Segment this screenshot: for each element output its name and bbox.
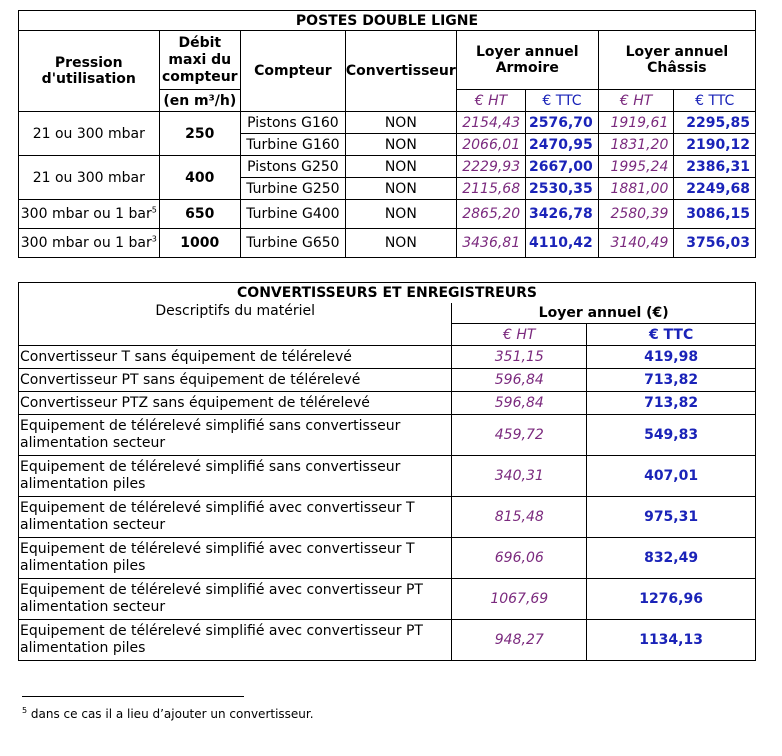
table2-title: CONVERTISSEURS ET ENREGISTREURS <box>19 283 756 304</box>
armoire-ttc-cell: 3426,78 <box>526 200 599 229</box>
ht-cell: 596,84 <box>452 369 587 392</box>
footnote-number: 5 <box>22 706 28 715</box>
table-row <box>19 456 756 497</box>
descriptif-cell <box>19 620 452 661</box>
descriptif-cell <box>19 497 452 538</box>
compteur-cell: Turbine G160 <box>241 134 346 156</box>
header-loyer-chassis: Loyer annuel Châssis <box>598 31 755 90</box>
compteur-cell: Turbine G250 <box>241 178 346 200</box>
chassis-ttc-cell: 2386,31 <box>674 156 756 178</box>
ttc-cell: 419,98 <box>587 346 756 369</box>
header-debit: Débit maxi du compteur <box>159 31 240 90</box>
compteur-cell: Pistons G250 <box>241 156 346 178</box>
descriptif-cell <box>19 346 452 369</box>
armoire-ttc-header: € TTC <box>526 90 599 112</box>
ht-cell: 351,15 <box>452 346 587 369</box>
armoire-ht-cell: 2154,43 <box>456 112 525 134</box>
chassis-ttc-cell: 2295,85 <box>674 112 756 134</box>
convertisseur-cell: NON <box>345 134 456 156</box>
pression-cell: 21 ou 300 mbar <box>19 112 160 156</box>
armoire-ht-header: € HT <box>456 90 525 112</box>
table-row <box>19 415 756 456</box>
descriptif-line-1: Equipement de télérelevé simplifié sans convertisseur <box>20 418 401 434</box>
compteur-cell: Turbine G400 <box>241 200 346 229</box>
descriptif-line-1: Convertisseur PT sans équipement de télérelevé <box>20 371 361 388</box>
descriptif-line-2: alimentation secteur <box>20 517 166 533</box>
chassis-ttc-header: € TTC <box>674 90 756 112</box>
descriptif-line-2: alimentation piles <box>20 640 146 656</box>
table-row <box>19 346 756 369</box>
convertisseur-cell: NON <box>345 112 456 134</box>
descriptif-cell <box>19 538 452 579</box>
armoire-ht-cell: 2865,20 <box>456 200 525 229</box>
table-row <box>19 229 756 258</box>
header-convertisseur: Convertisseur <box>345 31 456 112</box>
table-row <box>19 620 756 661</box>
debit-cell: 1000 <box>159 229 240 258</box>
footnote-rule <box>22 696 244 697</box>
descriptif-line-2: alimentation piles <box>20 558 146 574</box>
armoire-ttc-cell: 2576,70 <box>526 112 599 134</box>
armoire-ttc-cell: 2530,35 <box>526 178 599 200</box>
descriptif-line-1: Convertisseur T sans équipement de télérelevé <box>20 348 352 365</box>
ht-cell: 596,84 <box>452 392 587 415</box>
descriptif-cell <box>19 415 452 456</box>
convertisseurs-table <box>18 282 756 661</box>
chassis-ttc-cell: 2190,12 <box>674 134 756 156</box>
convertisseur-cell: NON <box>345 156 456 178</box>
ttc-cell: 549,83 <box>587 415 756 456</box>
ttc-cell: 713,82 <box>587 369 756 392</box>
footnote <box>22 707 314 721</box>
ht-cell: 696,06 <box>452 538 587 579</box>
descriptif-line-2: alimentation piles <box>20 476 146 492</box>
chassis-ht-cell: 1881,00 <box>598 178 674 200</box>
chassis-ttc-cell: 3086,15 <box>674 200 756 229</box>
ht-cell: 948,27 <box>452 620 587 661</box>
ttc-header: € TTC <box>587 324 756 346</box>
armoire-ht-cell: 2115,68 <box>456 178 525 200</box>
header-loyer-armoire: Loyer annuel Armoire <box>456 31 598 90</box>
armoire-ttc-cell: 2470,95 <box>526 134 599 156</box>
descriptif-line-1: Equipement de télérelevé simplifié avec convertisseur PT <box>20 582 423 598</box>
ht-cell: 340,31 <box>452 456 587 497</box>
ht-header: € HT <box>452 324 587 346</box>
pression-cell: 21 ou 300 mbar <box>19 156 160 200</box>
table-row <box>19 112 756 134</box>
armoire-ht-cell: 2229,93 <box>456 156 525 178</box>
descriptif-cell <box>19 369 452 392</box>
table-row <box>19 497 756 538</box>
chassis-ttc-cell: 2249,68 <box>674 178 756 200</box>
descriptif-cell <box>19 579 452 620</box>
pression-cell: 300 mbar ou 1 bar$^3$ <box>19 229 160 258</box>
ttc-cell: 975,31 <box>587 497 756 538</box>
debit-cell: 650 <box>159 200 240 229</box>
pression-cell: 300 mbar ou 1 bar$^5$ <box>19 200 160 229</box>
chassis-ht-cell: 1919,61 <box>598 112 674 134</box>
descriptif-cell <box>19 456 452 497</box>
header-compteur: Compteur <box>241 31 346 112</box>
armoire-ttc-cell: 4110,42 <box>526 229 599 258</box>
ht-cell: 1067,69 <box>452 579 587 620</box>
ttc-cell: 1276,96 <box>587 579 756 620</box>
descriptif-line-1: Equipement de télérelevé simplifié avec convertisseur T <box>20 500 415 516</box>
compteur-cell: Pistons G160 <box>241 112 346 134</box>
ht-cell: 459,72 <box>452 415 587 456</box>
descriptif-line-2: alimentation secteur <box>20 599 166 615</box>
armoire-ttc-cell: 2667,00 <box>526 156 599 178</box>
descriptif-line-1: Convertisseur PTZ sans équipement de télérelevé <box>20 394 370 411</box>
debit-cell: 400 <box>159 156 240 200</box>
table-row <box>19 369 756 392</box>
armoire-ht-cell: 3436,81 <box>456 229 525 258</box>
chassis-ht-cell: 3140,49 <box>598 229 674 258</box>
header-debit-unit: (en m³/h) <box>159 90 240 112</box>
footnote-text: dans ce cas il a lieu d’ajouter un convertisseur. <box>27 707 314 721</box>
descriptif-cell <box>19 392 452 415</box>
ttc-cell: 832,49 <box>587 538 756 579</box>
descriptifs-header: Descriptifs du matériel <box>19 303 452 346</box>
descriptif-line-1: Equipement de télérelevé simplifié sans convertisseur <box>20 459 401 475</box>
convertisseur-cell: NON <box>345 178 456 200</box>
compteur-cell: Turbine G650 <box>241 229 346 258</box>
descriptif-line-2: alimentation secteur <box>20 435 166 451</box>
table1-title: POSTES DOUBLE LIGNE <box>19 11 756 31</box>
table-row <box>19 579 756 620</box>
descriptif-line-1: Equipement de télérelevé simplifié avec convertisseur PT <box>20 623 423 639</box>
footnote-ref: 5 <box>151 205 157 215</box>
chassis-ttc-cell: 3756,03 <box>674 229 756 258</box>
descriptif-line-1: Equipement de télérelevé simplifié avec convertisseur T <box>20 541 415 557</box>
chassis-ht-cell: 1995,24 <box>598 156 674 178</box>
header-pression: Pression d'utilisation <box>19 31 160 112</box>
ttc-cell: 713,82 <box>587 392 756 415</box>
postes-double-ligne-table <box>18 10 756 258</box>
table-row <box>19 538 756 579</box>
ttc-cell: 407,01 <box>587 456 756 497</box>
ht-cell: 815,48 <box>452 497 587 538</box>
chassis-ht-cell: 1831,20 <box>598 134 674 156</box>
chassis-ht-header: € HT <box>598 90 674 112</box>
convertisseur-cell: NON <box>345 229 456 258</box>
armoire-ht-cell: 2066,01 <box>456 134 525 156</box>
table-row <box>19 200 756 229</box>
ttc-cell: 1134,13 <box>587 620 756 661</box>
table-row <box>19 392 756 415</box>
table-row <box>19 156 756 178</box>
footnote-ref: 3 <box>151 234 157 244</box>
loyer-annuel-header: Loyer annuel (€) <box>452 303 756 324</box>
convertisseur-cell: NON <box>345 200 456 229</box>
debit-cell: 250 <box>159 112 240 156</box>
chassis-ht-cell: 2580,39 <box>598 200 674 229</box>
